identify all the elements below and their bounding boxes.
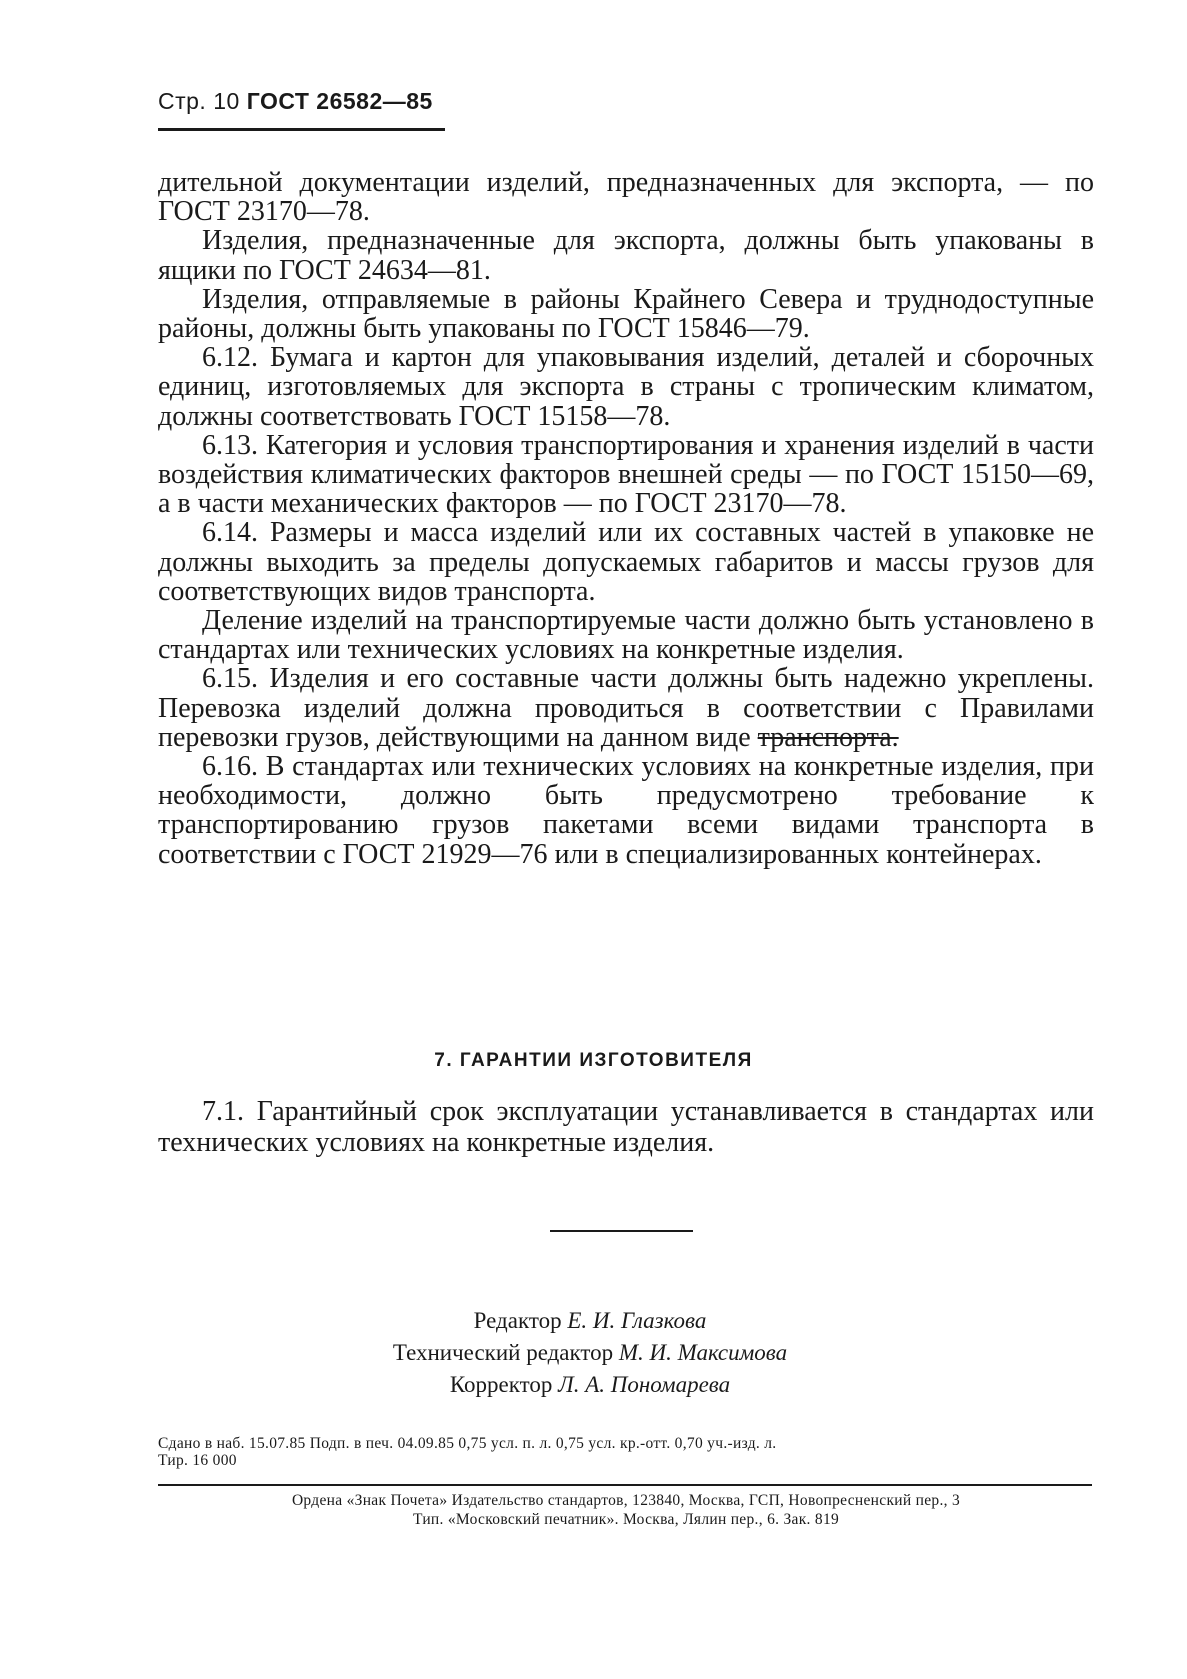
publisher-line-1: Ордена «Знак Почета» Издательство стандартов, 123840, Москва, ГСП, Новопресненский пер., 3: [291, 1492, 961, 1509]
editor-role: Редактор: [473, 1308, 562, 1333]
tech-editor-name: М. И. Максимова: [618, 1340, 788, 1365]
divider: [550, 1230, 693, 1232]
corrector-name: Л. А. Пономарева: [558, 1372, 731, 1397]
header-rule: [158, 128, 445, 131]
editor-line: [300, 1305, 880, 1337]
clause-6-15: [158, 664, 1094, 752]
section-7-title: 7. ГАРАНТИИ ИЗГОТОВИТЕЛЯ: [434, 1050, 753, 1071]
imprint-line-2: Тир. 16 000: [158, 1452, 237, 1469]
clause-6-15-text: 6.15. Изделия и его составные части должны быть надежно укреплены. Перевозка изделий должна проводиться в соответствии с Правилами перевозки грузов, действующими на данном виде: [158, 663, 1094, 753]
tech-editor-role: Технический редактор: [392, 1340, 614, 1365]
corrector-line: [300, 1369, 880, 1401]
paragraph-continuation: дительной документации изделий, предназначенных для экспорта, — по ГОСТ 23170—78.: [158, 167, 1094, 228]
struck-word: транспорта.: [757, 721, 899, 753]
page-header: [158, 88, 433, 115]
page-number-label: Стр. 10: [158, 88, 240, 114]
section-7-body: [158, 1096, 1094, 1158]
editor-name: Е. И. Глазкова: [567, 1308, 707, 1333]
corrector-role: Корректор: [449, 1372, 553, 1397]
publisher-line-2: Тип. «Московский печатник». Москва, Лялин пер., 6. Зак. 819: [412, 1511, 840, 1528]
clause-6-16: 6.16. В стандартах или технических условиях на конкретные изделия, при необходимости, должно быть предусмотрено требование к транспортированию грузов пакетами всеми видами транспорта в соответствии с ГОСТ 21929—76 или в специализированных контейнерах.: [158, 751, 1094, 870]
credits: [300, 1305, 880, 1401]
imprint-line-1: Сдано в наб. 15.07.85 Подп. в печ. 04.09.85 0,75 усл. п. л. 0,75 усл. кр.-отт. 0,70 уч.-изд. л.: [158, 1435, 777, 1452]
clause-6-13: 6.13. Категория и условия транспортирования и хранения изделий в части воздействия климатических факторов внешней среды — по ГОСТ 15150—69, а в части механических факторов — по ГОСТ 23170—78.: [158, 429, 1094, 520]
imprint-rule: [158, 1484, 1092, 1486]
imprint: [158, 1435, 1094, 1469]
paragraph-division: Деление изделий на транспортируемые части должно быть установлено в стандартах или технических условиях на конкретные изделия.: [158, 605, 1094, 666]
body-text: [158, 168, 1094, 869]
clause-7-1: 7.1. Гарантийный срок эксплуатации устанавливается в стандартах или технических условиях на конкретные изделия.: [158, 1096, 1094, 1158]
paragraph-far-north: Изделия, отправляемые в районы Крайнего Севера и труднодоступные районы, должны быть упакованы по ГОСТ 15846—79.: [158, 283, 1094, 345]
publisher-info: [158, 1491, 1094, 1529]
clause-6-14: 6.14. Размеры и масса изделий или их составных частей в упаковке не должны выходить за пределы допускаемых габаритов и массы грузов для соответствующих видов транспорта.: [158, 517, 1094, 607]
standard-number: ГОСТ 26582—85: [246, 88, 433, 114]
tech-editor-line: [300, 1337, 880, 1369]
paragraph-export-packaging: Изделия, предназначенные для экспорта, должны быть упакованы в ящики по ГОСТ 24634—81.: [158, 225, 1094, 286]
clause-6-12: 6.12. Бумага и картон для упаковывания изделий, деталей и сборочных единиц, изготовляемых для экспорта в страны с тропическим климатом, должны соответствовать ГОСТ 15158—78.: [158, 342, 1094, 432]
